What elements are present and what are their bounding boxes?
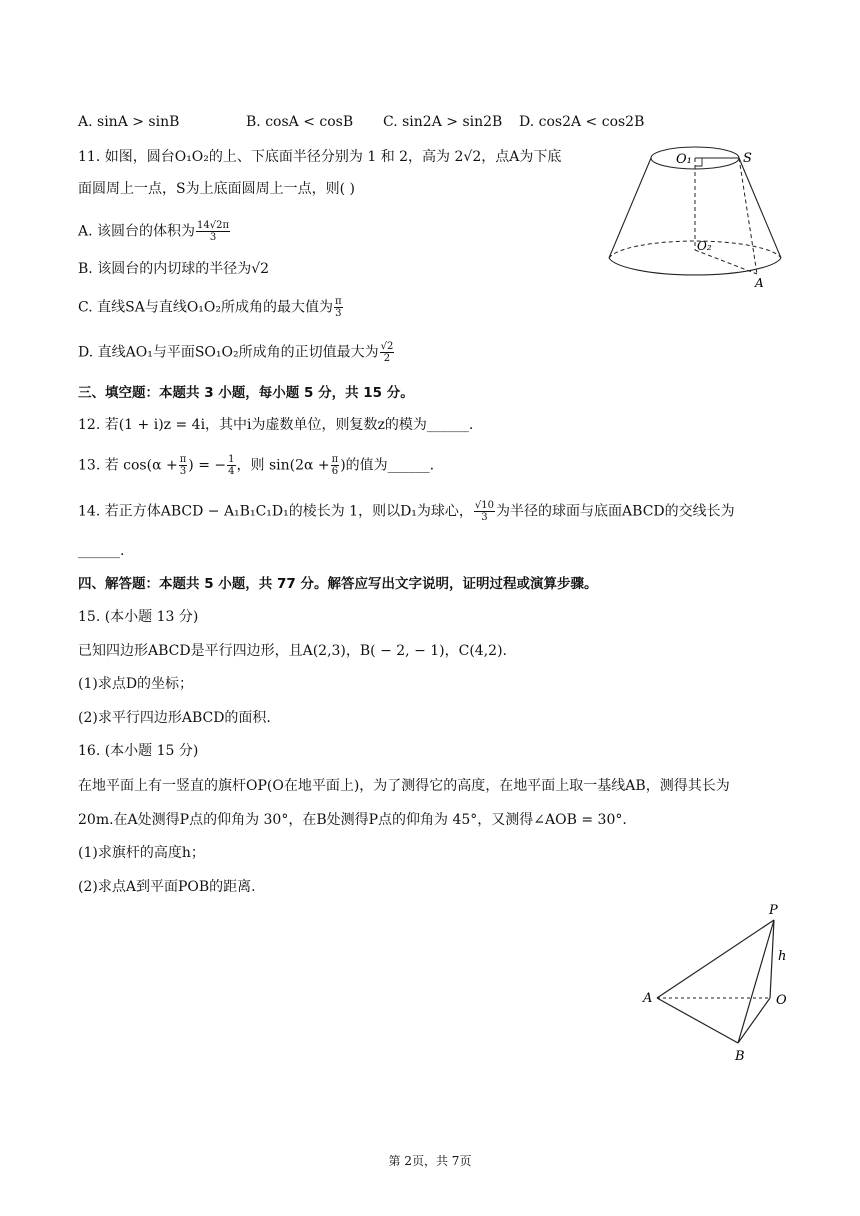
fraction xyxy=(380,341,395,364)
fraction-numerator: 1 xyxy=(228,454,235,465)
q13-text xyxy=(78,454,434,477)
label-p: P xyxy=(769,903,778,918)
q10-option-d: D. cos2A < cos2B xyxy=(519,114,645,130)
fraction-numerator: √2 xyxy=(380,341,394,352)
fraction-numerator: π xyxy=(331,454,339,465)
q15-line1: 已知四边形ABCD是平行四边形，且A(2,3)，B( − 2, − 1)，C(4,2). xyxy=(78,643,507,659)
fraction-numerator: 14√2π xyxy=(197,220,230,231)
fraction xyxy=(227,454,235,477)
fraction-numerator: π xyxy=(179,454,187,465)
label-h: h xyxy=(778,949,787,964)
q14-part: 14. 若正方体ABCD − A₁B₁C₁D₁的棱长为 1，则以D₁为球心， xyxy=(78,503,473,520)
fraction xyxy=(331,454,340,477)
q11-option-b: B. 该圆台的内切球的半径为√2 xyxy=(78,261,270,277)
q10-option-b: B. cosA < cosB xyxy=(246,114,354,130)
q16-line2: 20m.在A处测得P点的仰角为 30°，在B处测得P点的仰角为 45°，又测得∠AOB = 30°. xyxy=(78,812,627,828)
q11-option-c-text: C. 直线SA与直线O₁O₂所成角的最大值为 xyxy=(78,299,333,316)
fraction xyxy=(334,296,343,319)
q15-title: 15. (本小题 13 分) xyxy=(78,609,199,625)
q13-part: )的值为______. xyxy=(340,457,435,474)
fraction-denominator: 2 xyxy=(383,353,391,364)
q13-part: 13. 若 cos(α + xyxy=(78,457,178,474)
section-4-heading: 四、解答题：本题共 5 小题，共 77 分。解答应写出文字说明，证明过程或演算步骤。 xyxy=(78,576,598,592)
fraction-denominator: 3 xyxy=(481,512,488,523)
q13-part: ) = − xyxy=(188,457,227,474)
q11-stem-line1: 11. 如图，圆台O₁O₂的上、下底面半径分别为 1 和 2，高为 2√2，点A为下底 xyxy=(78,149,562,165)
fraction xyxy=(474,500,495,523)
page-footer: 第 2页，共 7页 xyxy=(388,1154,472,1168)
q12-text: 12. 若(1 + i)z = 4i，其中i为虚数单位，则复数z的模为______. xyxy=(78,417,474,433)
frustum-figure xyxy=(604,142,789,292)
label-s: S xyxy=(743,151,752,166)
q11-option-c xyxy=(78,296,344,319)
q11-option-a-text: A. 该圆台的体积为 xyxy=(78,223,196,240)
q14-part: 为半径的球面与底面ABCD的交线长为 xyxy=(496,503,735,520)
q14-text xyxy=(78,500,735,523)
label-o1: O₁ xyxy=(676,152,692,167)
q13-part: ，则 sin(2α + xyxy=(236,457,330,474)
q14-line2: ______. xyxy=(78,543,125,559)
fraction-numerator: √10 xyxy=(474,500,495,511)
label-a: A xyxy=(643,991,653,1006)
label-a: A xyxy=(755,276,764,290)
q16-part1: (1)求旗杆的高度h； xyxy=(78,845,205,861)
q16-title: 16. (本小题 15 分) xyxy=(78,743,199,759)
q11-option-d xyxy=(78,341,395,364)
flagpole-figure xyxy=(640,898,800,1068)
fraction xyxy=(179,454,188,477)
fraction-denominator: 6 xyxy=(331,466,339,477)
section-3-heading: 三、填空题：本题共 3 小题，每小题 5 分，共 15 分。 xyxy=(78,385,414,401)
q11-option-d-text: D. 直线AO₁与平面SO₁O₂所成角的正切值最大为 xyxy=(78,344,379,361)
fraction-denominator: 4 xyxy=(228,466,235,477)
fraction-denominator: 3 xyxy=(335,308,342,319)
q16-line1: 在地平面上有一竖直的旗杆OP(O在地平面上)，为了测得它的高度，在地平面上取一基线AB，测得其长为 xyxy=(78,778,730,794)
q16-part2: (2)求点A到平面POB的距离. xyxy=(78,879,256,895)
label-b: B xyxy=(735,1049,745,1064)
fraction-denominator: 3 xyxy=(209,232,217,243)
q15-part1: (1)求点D的坐标； xyxy=(78,676,194,692)
q11-option-a xyxy=(78,220,231,243)
q10-option-c: C. sin2A > sin2B xyxy=(383,114,503,130)
label-o2: O₂ xyxy=(697,239,712,253)
fraction-denominator: 3 xyxy=(179,466,187,477)
q15-part2: (2)求平行四边形ABCD的面积. xyxy=(78,710,271,726)
q10-option-a: A. sinA > sinB xyxy=(78,114,180,130)
fraction-numerator: π xyxy=(335,296,342,307)
fraction xyxy=(196,220,230,243)
label-o: O xyxy=(776,993,787,1008)
q11-stem-line2: 面圆周上一点，S为上底面圆周上一点，则( ) xyxy=(78,181,355,197)
